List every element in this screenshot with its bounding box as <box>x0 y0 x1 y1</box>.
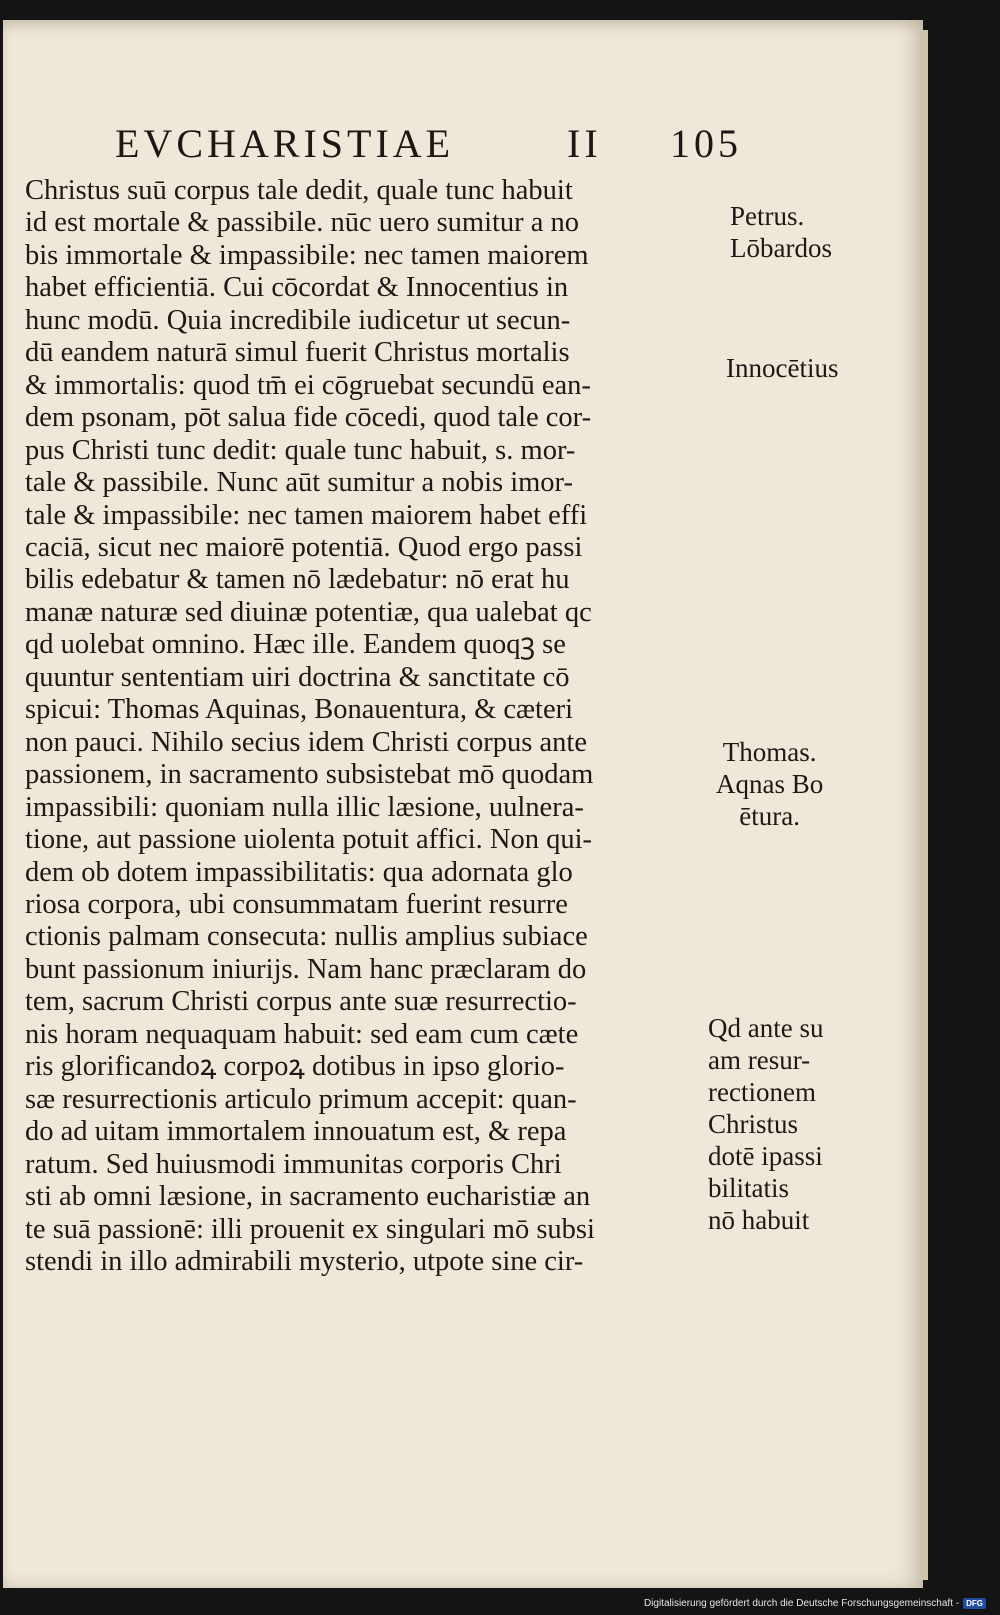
text-line: dū eandem naturā simul fuerit Christus mortalis <box>25 337 570 369</box>
text-line: & immortalis: quod tm̄ ei cōgruebat secundū ean- <box>25 369 591 401</box>
text-line: pus Christi tunc dedit: quale tunc habuit, s. mor- <box>25 434 576 466</box>
margin-note-line: rectionem <box>708 1077 816 1107</box>
digitization-footer <box>644 1598 986 1609</box>
margin-note-line: Thomas. <box>722 737 817 767</box>
header-title: EVCHARISTIAE <box>115 121 455 166</box>
margin-note-line: Petrus. <box>730 201 805 231</box>
text-line: nis horam nequaquam habuit: sed eam cum cæte <box>25 1018 579 1050</box>
margin-note-innocentius <box>726 352 838 384</box>
text-line: riosa corpora, ubi consummatam fuerint resurre <box>25 888 568 920</box>
margin-note-line: Christus <box>708 1109 799 1139</box>
text-line: tale & impassibile: nec tamen maiorem habet effi <box>25 499 588 531</box>
margin-note-line: nō habuit <box>708 1205 810 1235</box>
text-line: spicui: Thomas Aquinas, Bonauentura, & cæteri <box>25 694 574 726</box>
margin-note-line: Qd ante su <box>708 1013 824 1043</box>
text-line: te suā passionē: illi prouenit ex singulari mō subsi <box>25 1213 595 1245</box>
text-line: id est mortale & passibile. nūc uero sumitur a no <box>25 207 580 239</box>
margin-note-line: dotē ipassi <box>708 1141 823 1171</box>
text-line: hunc modū. Quia incredibile iudicetur ut secun- <box>25 304 571 336</box>
text-line: stendi in illo admirabili mysterio, utpote sine cir- <box>25 1245 584 1277</box>
page-edge <box>923 30 928 1580</box>
margin-note-line: bilitatis <box>708 1173 789 1203</box>
margin-note-line: Aqnas Bo <box>716 769 824 799</box>
dfg-logo: DFG <box>963 1598 986 1609</box>
text-line: impassibili: quoniam nulla illic læsione, uulnera- <box>25 791 584 823</box>
text-line: ctionis palmam consecuta: nullis amplius subiace <box>25 921 588 953</box>
text-line: non pauci. Nihilo secius idem Christi corpus ante <box>25 726 587 758</box>
text-line: qd uolebat omnino. Hæc ille. Eandem quoqꝫ se <box>25 629 566 661</box>
header-chapter: II <box>567 121 602 166</box>
text-line: sæ resurrectionis articulo primum accepit: quan- <box>25 1083 577 1115</box>
text-line: bunt passionum iniurijs. Nam hanc præclaram do <box>25 953 587 985</box>
text-line: Christus suū corpus tale dedit, quale tunc habuit <box>25 175 573 206</box>
text-line: ratum. Sed huiusmodi immunitas corporis Chri <box>25 1148 562 1180</box>
text-line: habet efficientiā. Cui cōcordat & Innocentius in <box>25 272 569 304</box>
text-line: tione, aut passione uiolenta potuit affici. Non qui- <box>25 824 592 856</box>
text-line: tale & passibile. Nunc aūt sumitur a nobis imor- <box>25 467 573 499</box>
text-line: caciā, sicut nec maiorē potentiā. Quod ergo passi <box>25 531 583 563</box>
text-line: sti ab omni læsione, in sacramento eucharistiæ an <box>25 1181 591 1213</box>
text-line: manæ naturæ sed diuinæ potentiæ, qua ualebat qc <box>25 596 592 628</box>
text-line: bis immortale & impassibile: nec tamen maiorem <box>25 239 589 271</box>
footer-text: Digitalisierung gefördert durch die Deutsche Forschungsgemeinschaft - <box>643 1598 960 1609</box>
page-number: 105 <box>670 121 742 166</box>
margin-note-petrus <box>730 200 832 264</box>
main-text-block <box>25 175 715 1278</box>
margin-note-qd-ante <box>708 1012 823 1236</box>
text-line: do ad uitam immortalem innouatum est, & repa <box>25 1116 567 1148</box>
margin-note-line: am resur- <box>708 1045 811 1075</box>
margin-note-thomas <box>716 736 823 832</box>
text-line: quuntur sententiam uiri doctrina & sanctitate cō <box>25 661 570 693</box>
text-line: passionem, in sacramento subsistebat mō quodam <box>25 759 594 791</box>
text-line: dem psonam, pōt salua fide cōcedi, quod tale cor- <box>25 402 592 434</box>
text-line: bilis edebatur & tamen nō lædebatur: nō erat hu <box>25 564 570 596</box>
margin-note-line: Lōbardos <box>730 233 832 263</box>
margin-note-line: Innocētius <box>726 353 839 383</box>
text-line: ris glorificandoꝝ corpoꝝ dotibus in ipso glorio- <box>25 1051 565 1083</box>
text-line: dem ob dotem impassibilitatis: qua adornata glo <box>25 856 573 888</box>
margin-note-line: ētura. <box>739 801 800 831</box>
text-line: tem, sacrum Christi corpus ante suæ resurrectio- <box>25 986 577 1018</box>
